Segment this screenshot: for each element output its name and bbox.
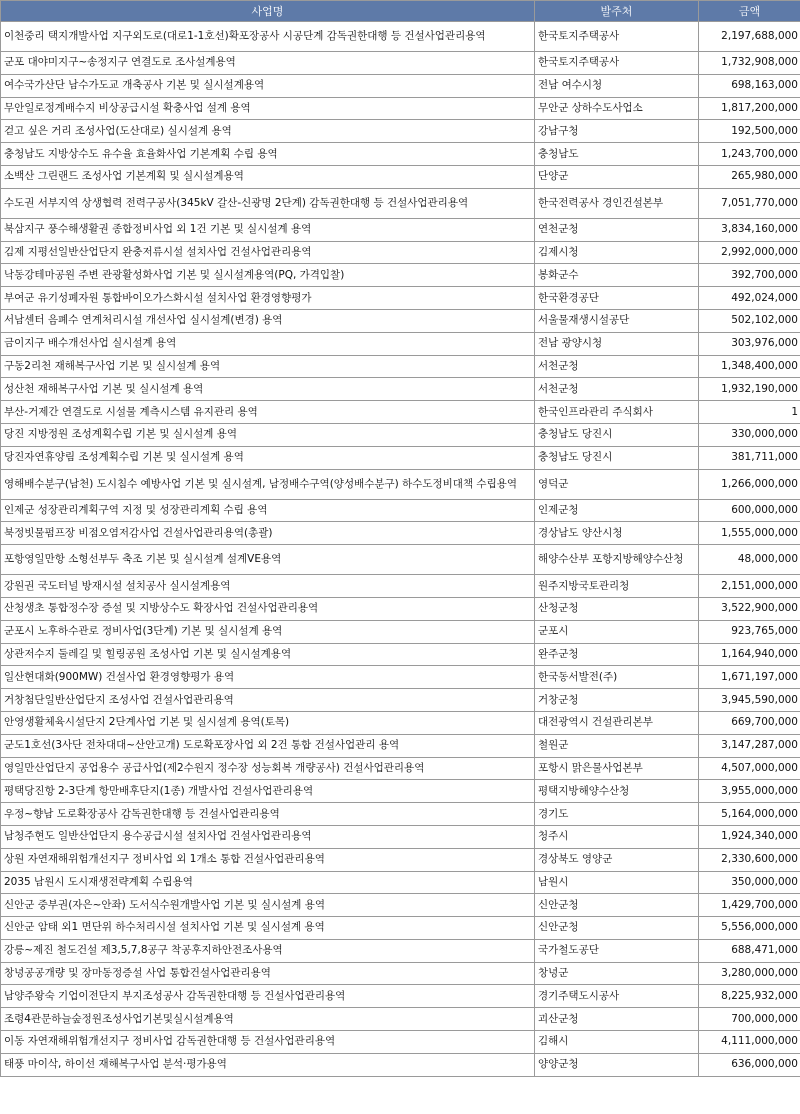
table-row	[1, 401, 800, 424]
table-row	[1, 355, 800, 378]
amount-cell: 330,000,000	[699, 423, 800, 446]
amount-cell: 5,164,000,000	[699, 803, 800, 826]
table-row	[1, 985, 800, 1008]
amount-cell: 350,000,000	[699, 871, 800, 894]
project-name-cell: 여수국가산단 남수가도교 개축공사 기본 및 실시설계용역	[1, 74, 535, 97]
table-row	[1, 597, 800, 620]
table-row	[1, 52, 800, 75]
client-cell: 강남구청	[535, 120, 699, 143]
table-row	[1, 423, 800, 446]
table-row	[1, 218, 800, 241]
table-row	[1, 734, 800, 757]
amount-cell: 4,111,000,000	[699, 1031, 800, 1054]
amount-cell: 48,000,000	[699, 545, 800, 575]
project-name-cell: 당진자연휴양림 조성계획수립 기본 및 실시설계 용역	[1, 446, 535, 469]
client-cell: 경기주택도시공사	[535, 985, 699, 1008]
project-name-cell: 이천중리 택지개발사업 지구외도로(대로1-1호선)확포장공사 시공단계 감독권한대행 등 건설사업관리용역	[1, 22, 535, 52]
table-row	[1, 666, 800, 689]
table-row	[1, 241, 800, 264]
project-name-cell: 남양주왕숙 기업이전단지 부지조성공사 감독권한대행 등 건설사업관리용역	[1, 985, 535, 1008]
amount-cell: 3,522,900,000	[699, 597, 800, 620]
header-client: 발주처	[535, 1, 699, 22]
project-name-cell: 상관저수지 둘레길 및 힐링공원 조성사업 기본 및 실시설계용역	[1, 643, 535, 666]
table-row	[1, 871, 800, 894]
amount-cell: 1,266,000,000	[699, 469, 800, 499]
project-name-cell: 영해배수분구(남천) 도시침수 예방사업 기본 및 실시설계, 남정배수구역(양성배수분구) 하수도정비대책 수립용역	[1, 469, 535, 499]
amount-cell: 1,671,197,000	[699, 666, 800, 689]
client-cell: 해양수산부 포항지방해양수산청	[535, 545, 699, 575]
client-cell: 경상북도 영양군	[535, 848, 699, 871]
amount-cell: 1,932,190,000	[699, 378, 800, 401]
client-cell: 원주지방국토관리청	[535, 575, 699, 598]
project-name-cell: 산청생초 통합정수장 증설 및 지방상수도 확장사업 건설사업관리용역	[1, 597, 535, 620]
amount-cell: 1,243,700,000	[699, 143, 800, 166]
table-row	[1, 378, 800, 401]
client-cell: 무안군 상하수도사업소	[535, 97, 699, 120]
project-name-cell: 당진 지방정원 조성계획수립 기본 및 실시설계 용역	[1, 423, 535, 446]
amount-cell: 3,147,287,000	[699, 734, 800, 757]
project-name-cell: 북정빗물펌프장 비점오염저감사업 건설사업관리용역(총괄)	[1, 522, 535, 545]
amount-cell: 1	[699, 401, 800, 424]
table-row	[1, 894, 800, 917]
table-row	[1, 143, 800, 166]
project-name-cell: 영일만산업단지 공업용수 공급사업(제2수원지 정수장 성능회복 개량공사) 건설사업관리용역	[1, 757, 535, 780]
amount-cell: 392,700,000	[699, 264, 800, 287]
table-row	[1, 188, 800, 218]
project-name-cell: 거창첨단일반산업단지 조성사업 건설사업관리용역	[1, 689, 535, 712]
table-row	[1, 332, 800, 355]
header-amount: 금액	[699, 1, 800, 22]
table-row	[1, 939, 800, 962]
project-name-cell: 군도1호선(3사단 전차대대~산안고개) 도로확포장사업 외 2건 통합 건설사업관리 용역	[1, 734, 535, 757]
amount-cell: 698,163,000	[699, 74, 800, 97]
client-cell: 김제시청	[535, 241, 699, 264]
project-name-cell: 인제군 성장관리계획구역 지정 및 성장관리계획 수립 용역	[1, 499, 535, 522]
table-row	[1, 469, 800, 499]
project-name-cell: 신안군 중부권(자은~안좌) 도서식수원개발사업 기본 및 실시설계 용역	[1, 894, 535, 917]
client-cell: 전남 여수시청	[535, 74, 699, 97]
client-cell: 전남 광양시청	[535, 332, 699, 355]
table-row	[1, 917, 800, 940]
project-name-cell: 무안일로정계배수지 비상공급시설 확충사업 설계 용역	[1, 97, 535, 120]
amount-cell: 1,555,000,000	[699, 522, 800, 545]
header-row	[1, 1, 800, 22]
project-name-cell: 북삼지구 풍수해생활권 종합정비사업 외 1건 기본 및 실시설계 용역	[1, 218, 535, 241]
client-cell: 영덕군	[535, 469, 699, 499]
amount-cell: 7,051,770,000	[699, 188, 800, 218]
amount-cell: 1,429,700,000	[699, 894, 800, 917]
project-name-cell: 강원권 국도터널 방재시설 설치공사 실시설계용역	[1, 575, 535, 598]
client-cell: 남원시	[535, 871, 699, 894]
amount-cell: 2,151,000,000	[699, 575, 800, 598]
client-cell: 김해시	[535, 1031, 699, 1054]
project-name-cell: 걷고 싶은 거리 조성사업(도산대로) 실시설계 용역	[1, 120, 535, 143]
table-row	[1, 1031, 800, 1054]
project-name-cell: 성산천 재해복구사업 기본 및 실시설계 용역	[1, 378, 535, 401]
client-cell: 거창군청	[535, 689, 699, 712]
client-cell: 괴산군청	[535, 1008, 699, 1031]
project-name-cell: 구동2리천 재해복구사업 기본 및 실시설계 용역	[1, 355, 535, 378]
client-cell: 경기도	[535, 803, 699, 826]
table-row	[1, 575, 800, 598]
amount-cell: 688,471,000	[699, 939, 800, 962]
client-cell: 한국토지주택공사	[535, 52, 699, 75]
project-name-cell: 군포시 노후하수관로 정비사업(3단계) 기본 및 실시설계 용역	[1, 620, 535, 643]
amount-cell: 669,700,000	[699, 711, 800, 734]
table-row	[1, 499, 800, 522]
client-cell: 서천군청	[535, 378, 699, 401]
client-cell: 충청남도 당진시	[535, 446, 699, 469]
amount-cell: 700,000,000	[699, 1008, 800, 1031]
amount-cell: 303,976,000	[699, 332, 800, 355]
client-cell: 연천군청	[535, 218, 699, 241]
amount-cell: 5,556,000,000	[699, 917, 800, 940]
project-name-cell: 강릉~제진 철도건설 제3,5,7,8공구 착공후지하안전조사용역	[1, 939, 535, 962]
table-row	[1, 446, 800, 469]
table-row	[1, 620, 800, 643]
client-cell: 충청남도	[535, 143, 699, 166]
header-project-name: 사업명	[1, 1, 535, 22]
amount-cell: 8,225,932,000	[699, 985, 800, 1008]
amount-cell: 1,924,340,000	[699, 825, 800, 848]
amount-cell: 3,834,160,000	[699, 218, 800, 241]
project-name-cell: 일산현대화(900MW) 건설사업 환경영향평가 용역	[1, 666, 535, 689]
table-row	[1, 1008, 800, 1031]
client-cell: 서울물재생시설공단	[535, 309, 699, 332]
project-name-cell: 이동 자연재해위험개선지구 정비사업 감독권한대행 등 건설사업관리용역	[1, 1031, 535, 1054]
amount-cell: 381,711,000	[699, 446, 800, 469]
table-row	[1, 74, 800, 97]
client-cell: 군포시	[535, 620, 699, 643]
amount-cell: 636,000,000	[699, 1053, 800, 1076]
table-row	[1, 264, 800, 287]
table-row	[1, 22, 800, 52]
table-row	[1, 962, 800, 985]
table-row	[1, 545, 800, 575]
client-cell: 대전광역시 건설관리본부	[535, 711, 699, 734]
table-row	[1, 825, 800, 848]
client-cell: 국가철도공단	[535, 939, 699, 962]
client-cell: 경상남도 양산시청	[535, 522, 699, 545]
project-name-cell: 우정~향남 도로확장공사 감독권한대행 등 건설사업관리용역	[1, 803, 535, 826]
project-name-cell: 상원 자연재해위험개선지구 정비사업 외 1개소 통합 건설사업관리용역	[1, 848, 535, 871]
project-name-cell: 신안군 암태 외1 면단위 하수처리시설 설치사업 기본 및 실시설계 용역	[1, 917, 535, 940]
project-name-cell: 소백산 그린랜드 조성사업 기본계획 및 실시설계용역	[1, 165, 535, 188]
table-row	[1, 643, 800, 666]
table-row	[1, 780, 800, 803]
project-name-cell: 평택당진항 2-3단계 항만배후단지(1종) 개발사업 건설사업관리용역	[1, 780, 535, 803]
table-row	[1, 120, 800, 143]
table-row	[1, 165, 800, 188]
amount-cell: 600,000,000	[699, 499, 800, 522]
project-name-cell: 안영생활체육시설단지 2단계사업 기본 및 실시설계 용역(토목)	[1, 711, 535, 734]
project-name-cell: 포항영일만항 소형선부두 축조 기본 및 실시설계 설계VE용역	[1, 545, 535, 575]
client-cell: 창녕군	[535, 962, 699, 985]
client-cell: 봉화군수	[535, 264, 699, 287]
project-name-cell: 2035 남원시 도시재생전략계획 수립용역	[1, 871, 535, 894]
client-cell: 한국전력공사 경인건설본부	[535, 188, 699, 218]
amount-cell: 3,955,000,000	[699, 780, 800, 803]
client-cell: 충청남도 당진시	[535, 423, 699, 446]
table-row	[1, 757, 800, 780]
client-cell: 인제군청	[535, 499, 699, 522]
client-cell: 한국인프라관리 주식회사	[535, 401, 699, 424]
client-cell: 서천군청	[535, 355, 699, 378]
table-row	[1, 309, 800, 332]
project-name-cell: 군포 대야미지구~송정지구 연결도로 조사설계용역	[1, 52, 535, 75]
table-row	[1, 522, 800, 545]
project-name-cell: 조령4관문하늘숲정원조성사업기본및실시설계용역	[1, 1008, 535, 1031]
amount-cell: 265,980,000	[699, 165, 800, 188]
client-cell: 완주군청	[535, 643, 699, 666]
amount-cell: 2,197,688,000	[699, 22, 800, 52]
project-name-cell: 서남센터 음폐수 연계처리시설 개선사업 실시설계(변경) 용역	[1, 309, 535, 332]
client-cell: 신안군청	[535, 917, 699, 940]
client-cell: 한국환경공단	[535, 287, 699, 310]
project-name-cell: 태풍 마이삭, 하이선 재해복구사업 분석·평가용역	[1, 1053, 535, 1076]
project-name-cell: 김제 지평선일반산업단지 완충저류시설 설치사업 건설사업관리용역	[1, 241, 535, 264]
project-name-cell: 금이지구 배수개선사업 실시설계 용역	[1, 332, 535, 355]
table-row	[1, 689, 800, 712]
amount-cell: 1,348,400,000	[699, 355, 800, 378]
amount-cell: 3,280,000,000	[699, 962, 800, 985]
table-row	[1, 848, 800, 871]
project-name-cell: 창녕공공개량 및 장마동정증설 사업 통합건설사업관리용역	[1, 962, 535, 985]
client-cell: 한국동서발전(주)	[535, 666, 699, 689]
amount-cell: 2,330,600,000	[699, 848, 800, 871]
amount-cell: 1,732,908,000	[699, 52, 800, 75]
table-row	[1, 1053, 800, 1076]
project-name-cell: 남청주현도 일반산업단지 용수공급시설 설치사업 건설사업관리용역	[1, 825, 535, 848]
client-cell: 한국토지주택공사	[535, 22, 699, 52]
table-row	[1, 97, 800, 120]
table-row	[1, 803, 800, 826]
amount-cell: 1,817,200,000	[699, 97, 800, 120]
amount-cell: 1,164,940,000	[699, 643, 800, 666]
amount-cell: 502,102,000	[699, 309, 800, 332]
client-cell: 포항시 맑은물사업본부	[535, 757, 699, 780]
amount-cell: 923,765,000	[699, 620, 800, 643]
client-cell: 신안군청	[535, 894, 699, 917]
client-cell: 청주시	[535, 825, 699, 848]
amount-cell: 192,500,000	[699, 120, 800, 143]
amount-cell: 4,507,000,000	[699, 757, 800, 780]
project-name-cell: 낙동강테마공원 주변 관광활성화사업 기본 및 실시설계용역(PQ, 가격입찰)	[1, 264, 535, 287]
client-cell: 단양군	[535, 165, 699, 188]
project-name-cell: 충청남도 지방상수도 유수율 효율화사업 기본계획 수립 용역	[1, 143, 535, 166]
amount-cell: 492,024,000	[699, 287, 800, 310]
table-row	[1, 287, 800, 310]
project-name-cell: 부산-거제간 연결도로 시설물 계측시스템 유지관리 용역	[1, 401, 535, 424]
client-cell: 평택지방해양수산청	[535, 780, 699, 803]
amount-cell: 2,992,000,000	[699, 241, 800, 264]
table-row	[1, 711, 800, 734]
project-name-cell: 수도권 서부지역 상생협력 전력구공사(345kV 갈산-신광명 2단계) 감독권한대행 등 건설사업관리용역	[1, 188, 535, 218]
amount-cell: 3,945,590,000	[699, 689, 800, 712]
project-name-cell: 부여군 유기성폐자원 통합바이오가스화시설 설치사업 환경영향평가	[1, 287, 535, 310]
client-cell: 양양군청	[535, 1053, 699, 1076]
client-cell: 철원군	[535, 734, 699, 757]
client-cell: 산청군청	[535, 597, 699, 620]
